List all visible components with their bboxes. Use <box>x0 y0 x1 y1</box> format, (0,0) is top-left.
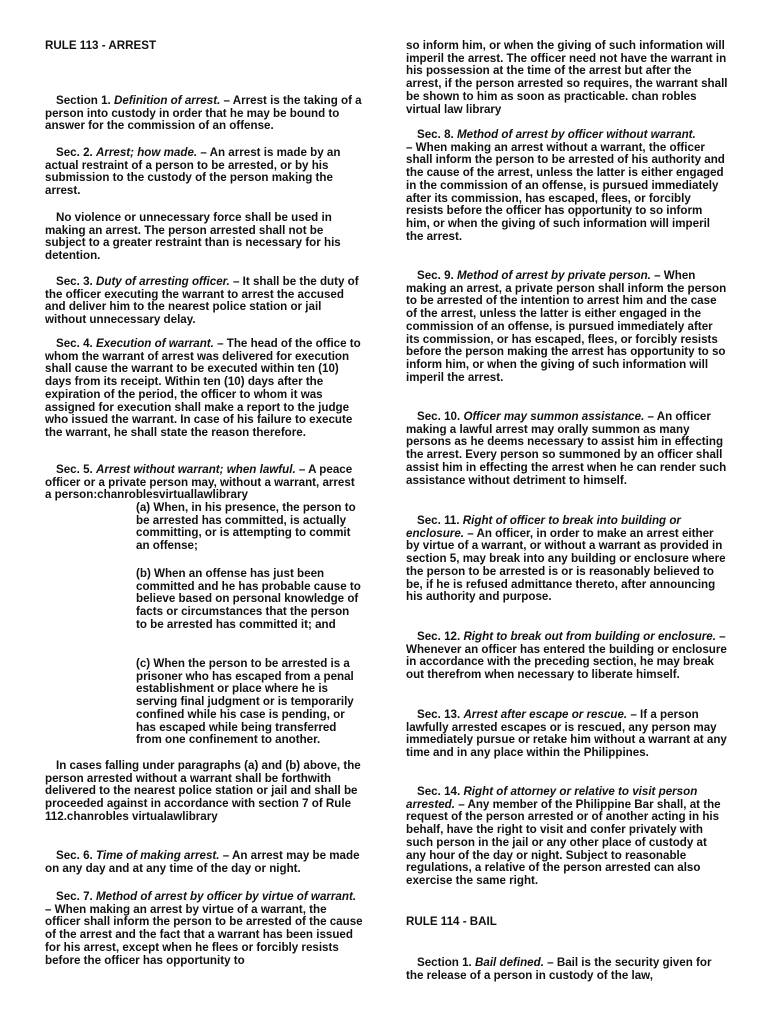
section-2: Sec. 2. Arrest; how made. – An arrest is made by an actual restraint of a person to be arrested, or by his submission to the custody of the person making the arrest. <box>45 146 341 198</box>
section-12: Sec. 12. Right to break out from building or enclosure. – Whenever an officer has entered the building or enclosure in accordance with the preceding section, he may break out therefrom when necessary to liberate himself. <box>406 630 727 682</box>
section-11: Sec. 11. Right of officer to break into building or enclosure. – An officer, in order to make an arrest either by virtue of a warrant, or without a warrant as provided in section 5, may break into any building or enclosure where the person to be arrested is or is reasonably believed to be, if he is refused admittance thereto, after announcing his authority and purpose. <box>406 514 726 604</box>
rule-114-section-1: Section 1. Bail defined. – Bail is the security given for the release of a person in custody of the law, <box>406 956 712 982</box>
section-10: Sec. 10. Officer may summon assistance. – An officer making a lawful arrest may orally summon as many persons as he deems necessary to assist him in effecting the arrest. Every person so summoned by an officer shall assist him in effecting the arrest when he can render such assistance without detriment to himself. <box>406 410 727 487</box>
section-5-clause-a: (a) When, in his presence, the person to be arrested has committed, is actually committing, or is attempting to commit an offense; <box>136 501 356 553</box>
section-4: Sec. 4. Execution of warrant. – The head of the office to whom the warrant of arrest was delivered for execution shall cause the warrant to be executed within ten (10) days from its receipt. Within ten (10) days after the expiration of the period, the officer to whom it was assigned for execution shall make a report to the judge who issued the warrant. In case of his failure to execute the warrant, he shall state the reason therefore. <box>45 337 361 439</box>
section-5-clause-b: (b) When an offense has just been committed and he has probable cause to believe based on personal knowledge of facts or circumstances that the person to be arrested has committed it; and <box>136 567 361 631</box>
section-5-clause-c: (c) When the person to be arrested is a prisoner who has escaped from a penal establishment or place where he is serving final judgment or is temporarily confined while his case is pending, or has escaped while being transferred from one confinement to another. <box>136 657 354 747</box>
section-8: Sec. 8. Method of arrest by officer without warrant. – When making an arrest without a warrant, the officer shall inform the person to be arrested of his authority and the cause of the arrest, unless the latter is either engaged in the commission of an offense, is pursued immediately after its commission, has escaped, flees, or forcibly resists before the officer has opportunity to so inform him, or when the giving of such information will imperil the arrest. <box>406 128 725 243</box>
section-1: Section 1. Definition of arrest. – Arrest is the taking of a person into custody in order that he may be bound to answer for the commission of an offense. <box>45 94 362 133</box>
section-3: Sec. 3. Duty of arresting officer. – It shall be the duty of the officer executing the warrant to arrest the accused and deliver him to the nearest police station or jail without unnecessary delay. <box>45 275 359 327</box>
rule-113-heading: RULE 113 - ARREST <box>45 39 157 52</box>
section-5: Sec. 5. Arrest without warrant; when lawful. – A peace officer or a private person may, without a warrant, arrest a person:chanroblesvirtuallawlibrary <box>45 463 355 502</box>
section-9: Sec. 9. Method of arrest by private person. – When making an arrest, a private person shall inform the person to be arrested of the intention to arrest him and the case of the arrest, unless the latter is either engaged in the commission of an offense, is pursued immediately after its commission, or has escaped, flees, or forcibly resists before the person making the arrest has opportunity to so inform him, or when the giving of such information will imperil the arrest. <box>406 269 727 384</box>
section-13: Sec. 13. Arrest after escape or rescue. – If a person lawfully arrested escapes or is rescued, any person may immediately pursue or retake him without a warrant at any time and in any place within the Philippines. <box>406 708 727 760</box>
section-7: Sec. 7. Method of arrest by officer by virtue of warrant. – When making an arrest by virtue of a warrant, the officer shall inform the person to be arrested of the cause of the arrest and the fact that a warrant has been issued for his arrest, except when he flees or forcibly resists before the officer has opportunity to <box>45 890 363 967</box>
section-7-continued: so inform him, or when the giving of such information will imperil the arrest. The officer need not have the warrant in his possession at the time of the arrest but after the arrest, if the person arrested so requires, the warrant shall be shown to him as soon as practicable. chan robles virtual law library <box>406 39 728 116</box>
section-2-paragraph-2: No violence or unnecessary force shall be used in making an arrest. The person arrested shall not be subject to a greater restraint than is necessary for his detention. <box>45 211 341 263</box>
section-14: Sec. 14. Right of attorney or relative to visit person arrested. – Any member of the Philippine Bar shall, at the request of the person arrested or of another acting in his behalf, have the right to visit and confer privately with such person in the jail or any other place of custody at any hour of the day or night. Subject to reasonable regulations, a relative of the person arrested can also exercise the same right. <box>406 785 721 887</box>
section-5-paragraph-2: In cases falling under paragraphs (a) and (b) above, the person arrested without a warrant shall be forthwith delivered to the nearest police station or jail and shall be proceeded against in accordance with section 7 of Rule 112.chanrobles virtualawlibrary <box>45 759 361 823</box>
rule-114-heading: RULE 114 - BAIL <box>406 915 497 928</box>
section-6: Sec. 6. Time of making arrest. – An arrest may be made on any day and at any time of the day or night. <box>45 849 360 875</box>
